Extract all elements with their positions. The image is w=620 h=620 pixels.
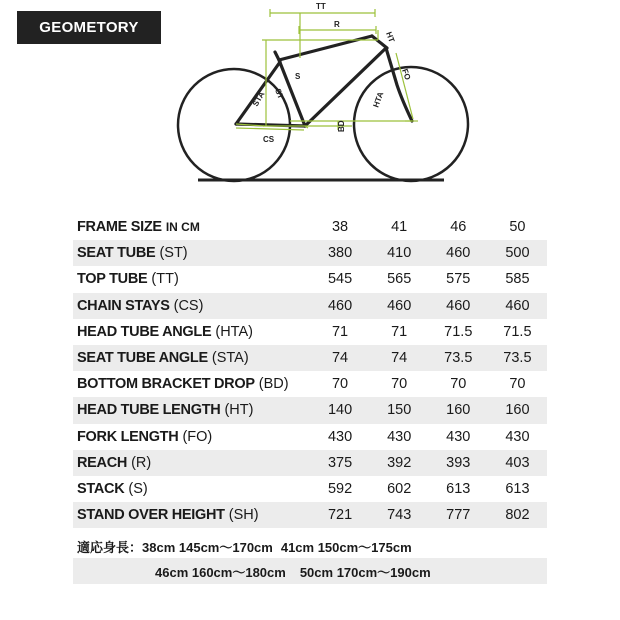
row-name: SEAT TUBE ANGLE [77, 350, 208, 367]
frame-size-41: 41 [391, 219, 408, 236]
table-row [73, 293, 547, 319]
row-value: 71.5 [444, 323, 473, 340]
row-name: STAND OVER HEIGHT [77, 507, 225, 524]
front-wheel [354, 67, 468, 181]
row-name: BOTTOM BRACKET DROP [77, 376, 255, 393]
row-value: 150 [370, 397, 429, 423]
row-value: 430 [387, 428, 412, 445]
table-row [73, 266, 547, 292]
row-abbr: (S) [128, 480, 148, 497]
frame-size-50: 50 [509, 219, 526, 236]
row-value: 410 [370, 240, 429, 266]
header-unit: IN CM [165, 220, 200, 235]
row-name: HEAD TUBE ANGLE [77, 323, 212, 340]
row-value: 460 [370, 293, 429, 319]
label-cs: CS [263, 135, 275, 144]
fit-entry: 38cm 145cm〜170cm [142, 539, 273, 555]
row-label [73, 476, 311, 502]
row-abbr: (ST) [159, 245, 188, 262]
row-value: 460 [488, 293, 547, 319]
row-value: 743 [370, 502, 429, 528]
row-name: SEAT TUBE [77, 245, 156, 262]
header-title: FRAME SIZE [77, 219, 162, 236]
label-fo: FO [400, 67, 413, 82]
row-name: CHAIN STAYS [77, 297, 170, 314]
row-value: 375 [311, 450, 370, 476]
row-value: 613 [446, 480, 471, 497]
frame-size-38: 38 [331, 219, 349, 236]
row-label [73, 424, 311, 450]
table-row [73, 319, 547, 345]
row-abbr: (STA) [211, 350, 249, 367]
frame [236, 36, 412, 126]
row-value: 70 [450, 376, 467, 393]
row-abbr: (CS) [173, 297, 204, 314]
row-value: 592 [327, 480, 353, 497]
row-value: 73.5 [429, 345, 488, 371]
row-label [73, 397, 311, 423]
row-value: 140 [311, 397, 370, 423]
table-row [73, 240, 547, 266]
row-label [73, 345, 311, 371]
bike-geometry-diagram [0, 0, 620, 200]
row-name: FORK LENGTH [77, 428, 179, 445]
label-s: S [295, 72, 301, 81]
row-value: 70 [391, 376, 408, 393]
label-sta: STA [250, 90, 267, 108]
row-value: 602 [387, 480, 412, 497]
row-name: STACK [77, 480, 125, 497]
row-value: 802 [488, 502, 547, 528]
table-row [73, 476, 547, 502]
row-label [73, 266, 311, 292]
row-value: 70 [331, 376, 349, 393]
row-value: 380 [311, 240, 370, 266]
header-label [73, 214, 311, 240]
row-value: 430 [505, 428, 530, 445]
label-tt: TT [316, 2, 326, 11]
label-hta: HTA [371, 90, 386, 109]
row-value: 393 [429, 450, 488, 476]
row-value: 71 [331, 323, 349, 340]
row-abbr: (R) [131, 454, 152, 471]
row-name: REACH [77, 454, 128, 471]
row-name: TOP TUBE [77, 271, 148, 288]
label-ht: HT [384, 30, 397, 44]
label-bd: BD [337, 120, 346, 132]
row-value: 565 [387, 271, 412, 288]
row-value: 430 [446, 428, 471, 445]
label-st: ST [273, 87, 286, 101]
row-value: 500 [488, 240, 547, 266]
row-value: 613 [505, 480, 530, 497]
table-row [73, 345, 547, 371]
fit-entry: 50cm 170cm〜190cm [299, 564, 431, 580]
table-row [73, 502, 547, 528]
row-label [73, 319, 311, 345]
row-value: 71 [391, 323, 408, 340]
row-value: 160 [488, 397, 547, 423]
fit-entry: 41cm 150cm〜175cm [280, 539, 412, 555]
row-value: 74 [370, 345, 429, 371]
row-abbr: (HT) [224, 402, 254, 419]
row-value: 403 [488, 450, 547, 476]
label-r: R [334, 20, 340, 29]
row-abbr: (FO) [182, 428, 213, 445]
row-label [73, 502, 311, 528]
row-label [73, 293, 311, 319]
geometry-table [73, 214, 547, 528]
geometry-title: GEOMETORY [17, 11, 161, 44]
row-value: 460 [429, 293, 488, 319]
row-label [73, 240, 311, 266]
table-row [73, 424, 547, 450]
frame-size-46: 46 [450, 219, 467, 236]
row-value: 721 [311, 502, 370, 528]
row-value: 74 [311, 345, 370, 371]
row-value: 430 [327, 428, 353, 445]
fit-height-row [73, 533, 547, 559]
fit-height-label: 適応身長： [77, 539, 143, 555]
row-value: 73.5 [488, 345, 547, 371]
row-value: 460 [311, 293, 370, 319]
row-value: 392 [370, 450, 429, 476]
row-value: 160 [429, 397, 488, 423]
row-value: 71.5 [503, 323, 532, 340]
row-value: 777 [429, 502, 488, 528]
fit-entry: 46cm 160cm〜180cm [155, 564, 286, 580]
row-label [73, 450, 311, 476]
row-abbr: (BD) [258, 376, 289, 393]
row-abbr: (HTA) [215, 323, 253, 340]
row-value: 585 [505, 271, 530, 288]
table-header-row [73, 214, 547, 240]
row-name: HEAD TUBE LENGTH [77, 402, 221, 419]
row-value: 460 [429, 240, 488, 266]
row-abbr: (SH) [228, 507, 259, 524]
fit-height-row [73, 558, 547, 584]
row-value: 545 [327, 271, 353, 288]
row-label [73, 371, 311, 397]
table-row [73, 450, 547, 476]
row-value: 70 [509, 376, 526, 393]
row-value: 575 [446, 271, 471, 288]
table-row [73, 397, 547, 423]
table-row [73, 371, 547, 397]
row-abbr: (TT) [151, 271, 179, 288]
